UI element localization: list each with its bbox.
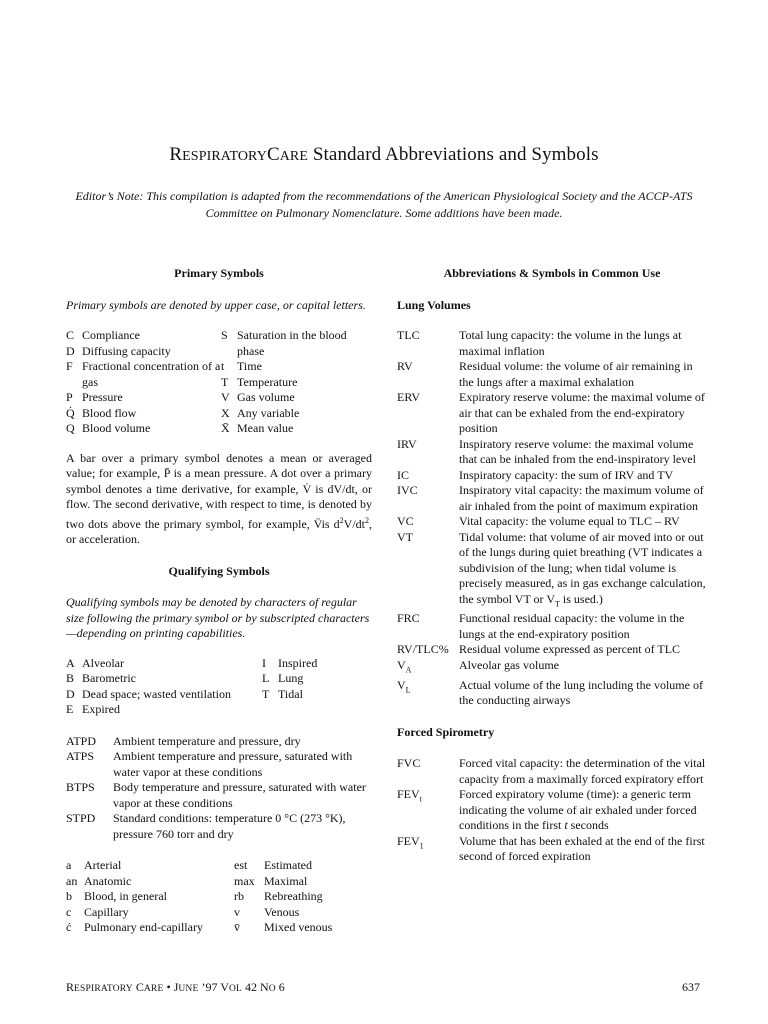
list-item: Q Blood volume: [66, 421, 151, 435]
list-item: ATPS Ambient temperature and pressure, saturated with water vapor at these conditions: [66, 749, 353, 779]
list-item: RV/TLC% Residual volume expressed as percent of TLC: [397, 642, 681, 657]
primary-symbols-left: [66, 328, 221, 437]
list-item: RV Residual volume: the volume of air remaining in the lungs after a maximal exhalation: [397, 359, 693, 389]
right-column: [397, 266, 707, 865]
editors-note: Editor’s Note: This compilation is adapted from the recommendations of the American Physiological Society and the ACCP-ATS Committee on Pulmonary Nomenclature. Some additions have been made.: [75, 189, 693, 220]
list-item: FRC Functional residual capacity: the volume in the lungs at the end-expiratory position: [397, 611, 685, 641]
list-item: T Tidal: [262, 686, 303, 701]
list-item: P Pressure: [66, 390, 123, 404]
list-item: $V_L$ Actual volume of the lung including the volume of the conducting airways: [397, 677, 703, 708]
list-item: $FEV_1$ Volume that has been exhaled at the end of the first second of forced expiration: [397, 833, 705, 864]
list-item: BTPS Body temperature and pressure, saturated with water vapor at these conditions: [66, 780, 366, 810]
list-item: C Compliance: [66, 328, 140, 342]
lower-symbols-table: a Arterial est Estimated an Anatomic max Maximal b Blood, in general rb Rebreathing c Capillary v Venous ć Pulmonary end-capillary v̄ Mixed venous: [66, 858, 333, 934]
list-item: $V_A$ Alveolar gas volume: [397, 657, 559, 675]
list-item: ERV Expiratory reserve volume: the maximal volume of air that can be exhaled from the end-expiratory position: [397, 390, 705, 435]
list-item: TLC Total lung capacity: the volume in the lungs at maximal inflation: [397, 328, 682, 358]
lung-volumes-heading: Lung Volumes: [397, 297, 471, 312]
list-item: A Alveolar: [66, 655, 124, 670]
list-item: E Expired: [66, 702, 120, 716]
qualifying-symbols-heading: Qualifying Symbols: [168, 563, 270, 578]
list-item: X̄ Mean value: [221, 421, 294, 435]
bar-paragraph: A bar over a primary symbol denotes a mean or averaged value; for example, P̄ is a mean pressure. A dot over a primary symbol denotes a time derivative, for example, V̇ is dV/dt, or flow. The second derivative, with respect to time, is denoted by two dots above the primary symbol, for example, V̈is $d^2V/dt^2$, or acceleration.: [66, 450, 372, 546]
list-item: T Temperature: [221, 374, 298, 389]
list-item: $FEV_t$ Forced expiratory volume (time): a generic term indicating the volume of air exhaled under forced conditions in the first t seconds: [397, 787, 697, 833]
list-item: Q̇ Blood flow: [66, 405, 137, 420]
list-item: D Dead space; wasted ventilation: [66, 686, 231, 701]
journal-citation: RESPIRATORY CARE • JUNE ’97 VOL 42 NO 6: [66, 980, 285, 994]
list-item: F Fractional concentration of a gas: [66, 359, 221, 389]
primary-symbols-right: [221, 328, 372, 437]
list-item: IRV Inspiratory reserve volume: the maximal volume that can be inhaled from the end-inspiratory level: [397, 436, 696, 466]
qualifying-symbols-left: [66, 656, 262, 718]
list-item: FVC Forced vital capacity: the determination of the vital capacity from a maximally forced expiratory effort: [397, 756, 706, 786]
lung-volumes-list: [397, 328, 707, 709]
list-item: t Time: [221, 359, 262, 373]
forced-spirometry-list: [397, 756, 707, 865]
primary-symbols-list: [66, 328, 372, 437]
abbreviations-heading: Abbreviations & Symbols in Common Use: [443, 266, 661, 280]
qualifying-symbols-list: [66, 656, 372, 718]
page-footer: [66, 980, 700, 995]
page-number: 637: [682, 980, 700, 994]
qualifying-symbols-right: [262, 656, 372, 718]
primary-symbols-intro: Primary symbols are denoted by upper case, or capital letters.: [66, 297, 366, 312]
list-item: I Inspired: [262, 655, 318, 670]
list-item: L Lung: [262, 671, 304, 685]
list-item: S Saturation in the blood phase: [221, 328, 347, 358]
list-item: V Gas volume: [221, 390, 295, 404]
list-item: D Diffusing capacity: [66, 343, 171, 358]
list-item: ATPD Ambient temperature and pressure, dry: [66, 733, 301, 748]
list-item: X Any variable: [221, 405, 300, 420]
page-title: RESPIRATORYCARE Standard Abbreviations and Symbols: [169, 144, 599, 165]
qualifying-symbols-intro: Qualifying symbols may be denoted by characters of regular size following the primary symbol or by subscripted characters—depending on printing capabilities.: [66, 595, 370, 640]
list-item: VC Vital capacity: the volume equal to TLC – RV: [397, 514, 680, 528]
left-column: [66, 266, 372, 936]
primary-symbols-heading: Primary Symbols: [174, 266, 264, 280]
forced-spirometry-heading: Forced Spirometry: [397, 724, 495, 739]
list-item: IVC Inspiratory vital capacity: the maximum volume of air inhaled from the point of maximum expiration: [397, 483, 704, 513]
list-item: B Barometric: [66, 671, 136, 685]
list-item: VT Tidal volume: that volume of air moved into or out of the lungs during quiet breathing (VT indicates a subdivision of the lung; when tidal volume is precisely measured, as in gas exchange calculation, the symbol VT or $V_T$ is used.): [397, 529, 706, 608]
list-item: STPD Standard conditions: temperature 0 °C (273 °K), pressure 760 torr and dry: [66, 811, 346, 841]
conditions-list: [66, 734, 372, 843]
list-item: IC Inspiratory capacity: the sum of IRV and TV: [397, 467, 674, 482]
